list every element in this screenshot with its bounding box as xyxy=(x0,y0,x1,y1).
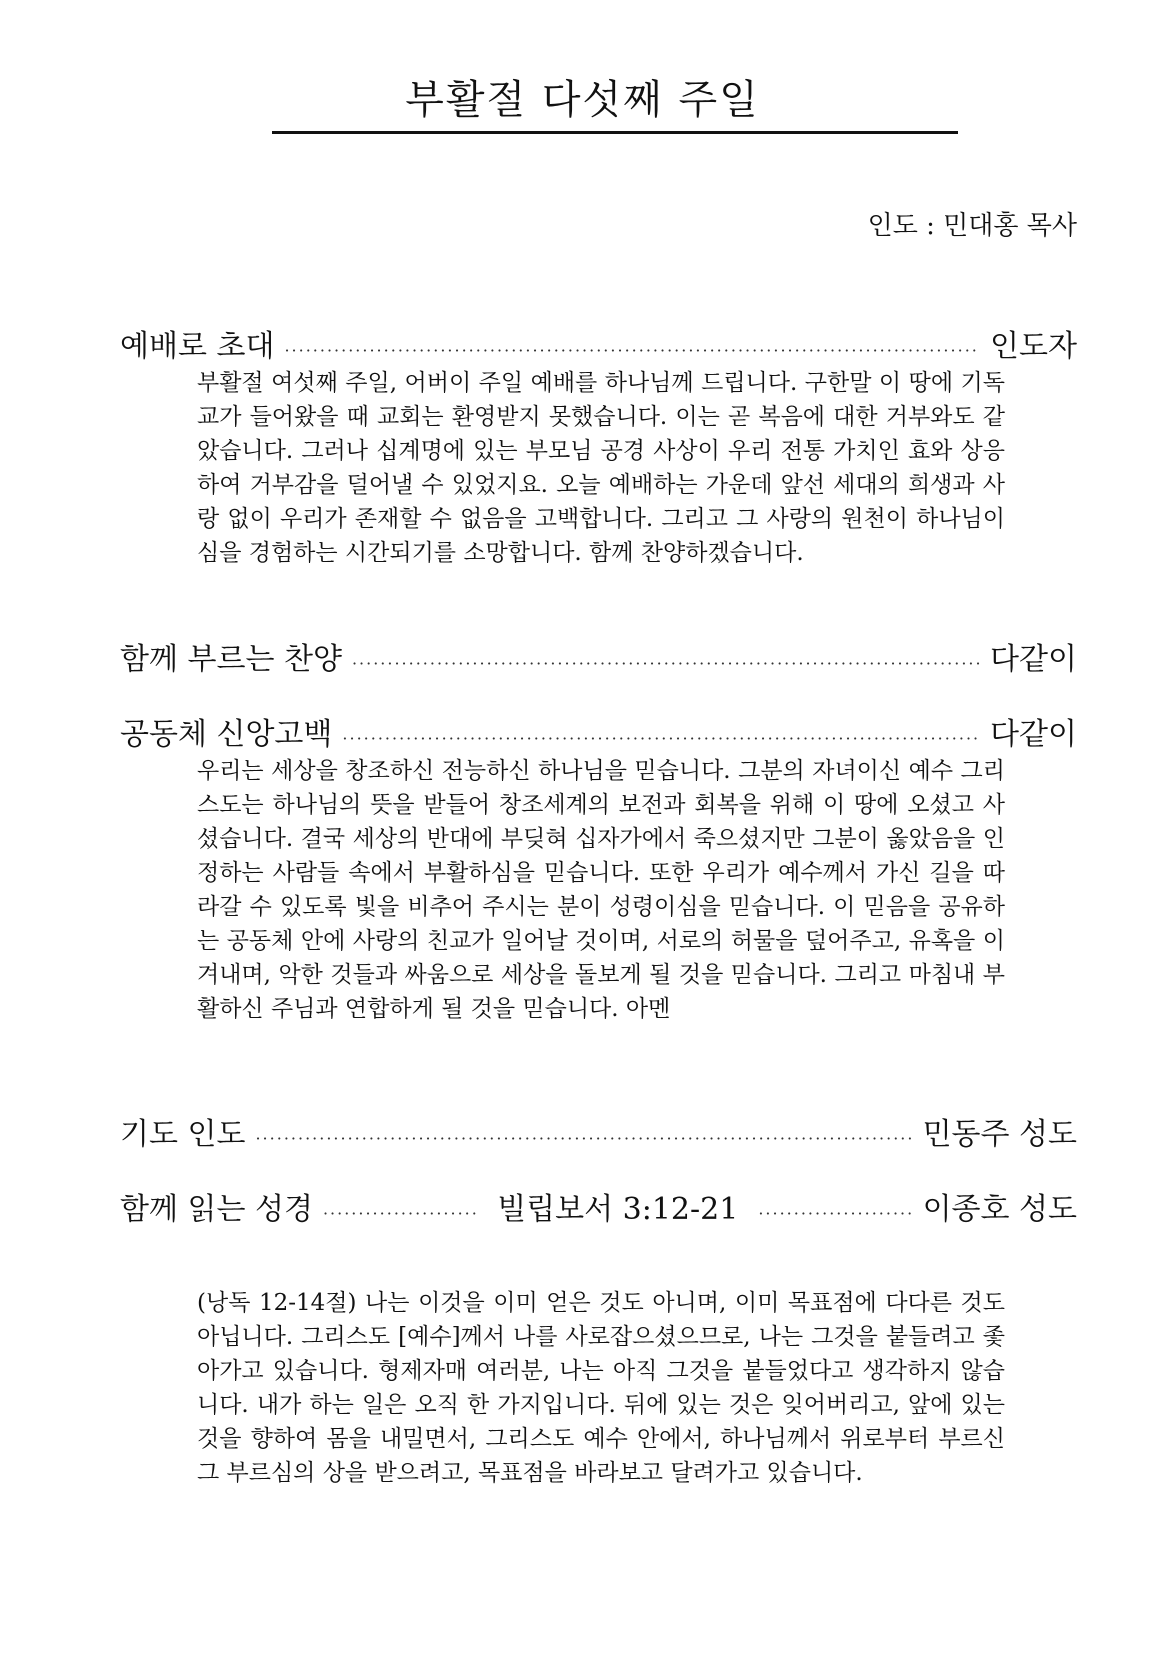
order-item-label: 공동체 신앙고백 xyxy=(120,717,333,752)
order-item-label: 함께 읽는 성경 xyxy=(120,1192,313,1227)
scripture-reference: 빌립보서 3:12-21 xyxy=(497,1192,739,1227)
scripture-text: (낭독 12-14절) 나는 이것을 이미 얻은 것도 아니며, 이미 목표점에 다다른 것도 아닙니다. 그리스도 [예수]께서 나를 사로잡으셨으므로, 나는 그것을 붙들려고 좇아가고 있습니다. 형제자매 여러분, 나는 아직 그것을 붙들었다고 생각하지 않습니다. 내가 하는 일은 오직 한 가지입니다. 뒤에 있는 것은 잊어버리고, 앞에 있는 것을 향하여 몸을 내밀면서, 그리스도 예수 안에서, 하나님께서 위로부터 부르신 그 부르심의 상을 받으려고, 목표점을 바라보고 달려가고 있습니다. xyxy=(197,1290,1005,1486)
invitation-text: 부활절 여섯째 주일, 어버이 주일 예배를 하나님께 드립니다. 구한말 이 땅에 기독교가 들어왔을 때 교회는 환영받지 못했습니다. 이는 곧 복음에 대한 거부와도 같았습니다. 그러나 십계명에 있는 부모님 공경 사상이 우리 전통 가치인 효와 상응하여 거부감을 덜어낼 수 있었지요. 오늘 예배하는 가운데 앞선 세대의 희생과 사랑 없이 우리가 존재할 수 없음을 고백합니다. 그리고 그 사랑의 원천이 하나님이심을 경험하는 시간되기를 소망합니다. 함께 찬양하겠습니다. xyxy=(197,370,1005,566)
order-item-creed xyxy=(120,715,1077,759)
order-item-prayer xyxy=(120,1115,1077,1159)
order-item-label: 기도 인도 xyxy=(120,1117,246,1152)
leader-dots xyxy=(284,331,980,371)
creed-text: 우리는 세상을 창조하신 전능하신 하나님을 믿습니다. 그분의 자녀이신 예수 그리스도는 하나님의 뜻을 받들어 창조세계의 보전과 회복을 위해 이 땅에 오셨고 사셨습니다. 결국 세상의 반대에 부딪혀 십자가에서 죽으셨지만 그분이 옳았음을 인정하는 사람들 속에서 부활하심을 믿습니다. 또한 우리가 예수께서 가신 길을 따라갈 수 있도록 빛을 비추어 주시는 분이 성령이심을 믿습니다. 이 믿음을 공유하는 공동체 안에 사랑의 친교가 일어날 것이며, 서로의 허물을 덮어주고, 유혹을 이겨내며, 악한 것들과 싸움으로 세상을 돌보게 될 것을 믿습니다. 그리고 마침내 부활하신 주님과 연합하게 될 것을 믿습니다. 아멘 xyxy=(197,758,1005,1022)
leader-dots xyxy=(342,719,980,759)
leader-dots xyxy=(352,644,980,684)
leader-dots xyxy=(323,1194,477,1234)
page-title: 부활절 다섯째 주일 xyxy=(405,77,760,123)
order-item-invitation xyxy=(120,327,1077,371)
order-item-label: 함께 부르는 찬양 xyxy=(120,642,342,677)
service-leader: 인도 : 민대홍 목사 xyxy=(867,211,1077,241)
order-item-hymn xyxy=(120,640,1077,684)
order-item-scripture xyxy=(120,1190,1077,1234)
order-item-participant: 다같이 xyxy=(990,642,1077,677)
order-item-participant: 다같이 xyxy=(990,717,1077,752)
title-underline xyxy=(272,131,958,134)
leader-dots xyxy=(255,1119,912,1159)
order-item-participant: 인도자 xyxy=(990,329,1077,364)
order-item-participant: 민동주 성도 xyxy=(922,1117,1077,1152)
order-item-label: 예배로 초대 xyxy=(120,329,275,364)
leader-dots xyxy=(758,1194,912,1234)
order-item-participant: 이종호 성도 xyxy=(922,1192,1077,1227)
